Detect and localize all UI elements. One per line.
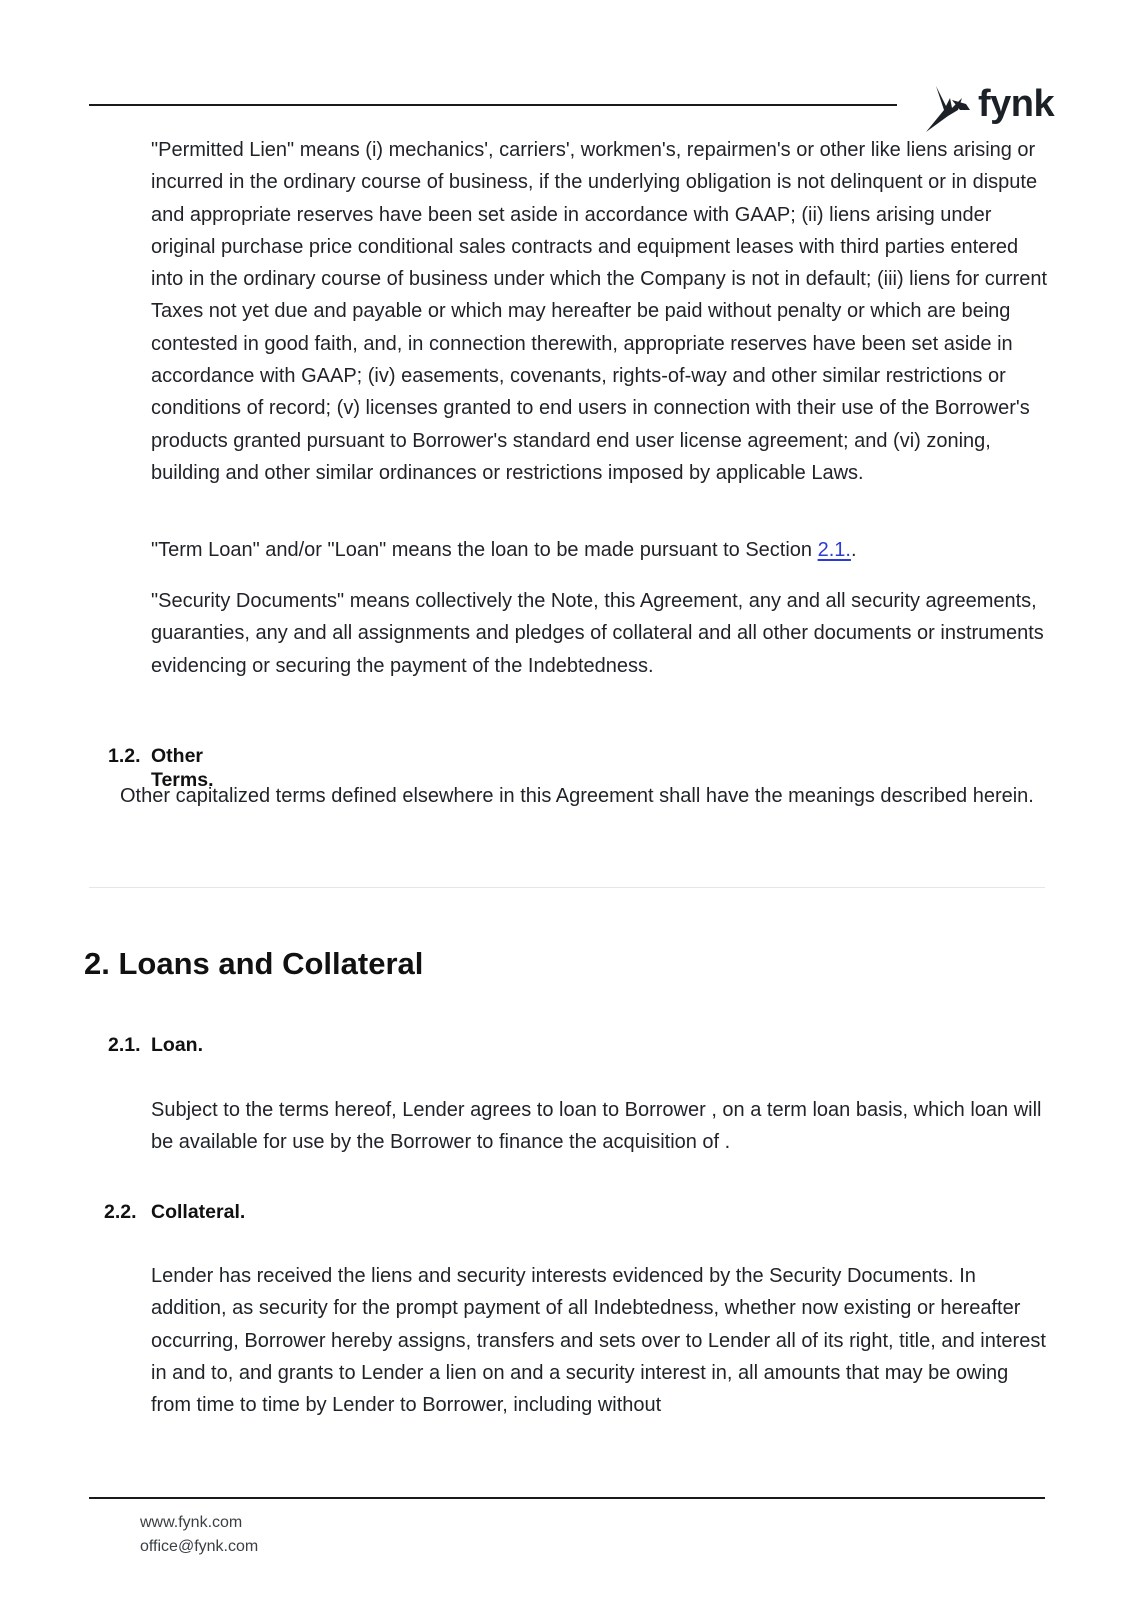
section-2-2-body: Lender has received the liens and security interests evidenced by the Security Documents. In addition, as security for the prompt payment of all Indebtedness, whether now existing or hereafter occurring, Borrower hereby assigns, transfers and sets over to Lender all of its right, title, and interest in and to, and grants to Lender a lien on and a security interest in, all amounts that may be owing from time to time by Lender to Borrower, including without — [151, 1265, 1046, 1417]
section-2-2-number: 2.2. — [104, 1201, 137, 1223]
footer-website[interactable]: www.fynk.com — [140, 1514, 243, 1531]
section-divider — [89, 887, 1045, 888]
definition-term-loan-suffix: . — [850, 539, 857, 561]
footer-email[interactable]: office@fynk.com — [140, 1538, 259, 1555]
section-2-title: 2. Loans and Collateral — [84, 946, 424, 981]
definition-permitted-lien: "Permitted Lien" means (i) mechanics', carriers', workmen's, repairmen's or other like liens arising or incurred in the ordinary course of business, if the underlying obligation is not delinquent or in dispute and appropriate reserves have been set aside in accordance with GAAP; (ii) liens arising under original purchase price conditional sales contracts and equipment leases with third parties entered into in the ordinary course of business under which the Company is not in default; (iii) liens for current Taxes not yet due and payable or which may hereafter be paid without penalty or which are being contested in good faith, and, in connection therewith, appropriate reserves have been set aside in accordance with GAAP; (iv) easements, covenants, rights-of-way and other similar restrictions or conditions of record; (v) licenses granted to end users in connection with their use of the Borrower's products granted pursuant to Borrower's standard end user license agreement; and (vi) zoning, building and other similar ordinances or restrictions imposed by applicable Laws. — [151, 139, 1048, 484]
section-2-2-heading — [104, 1200, 246, 1224]
logo-text: fynk — [978, 83, 1055, 125]
section-1-2-number: 1.2. — [108, 745, 141, 767]
section-2-1-body: Subject to the terms hereof, Lender agrees to loan to Borrower , on a term loan basis, which loan will be available for use by the Borrower to finance the acquisition of . — [151, 1099, 1042, 1154]
fynk-logo — [922, 80, 1055, 134]
definition-term-loan-text: "Term Loan" and/or "Loan" means the loan to be made pursuant to Section — [151, 539, 818, 561]
section-2-2-title: Collateral. — [151, 1201, 246, 1223]
section-2-1-link[interactable]: 2.1. — [817, 539, 851, 561]
section-1-2-body: Other capitalized terms defined elsewhere in this Agreement shall have the meanings described herein. — [120, 785, 1034, 807]
section-2-1-heading — [108, 1033, 203, 1057]
footer-rule — [89, 1497, 1045, 1499]
section-1-2-title: Other Terms. — [151, 745, 214, 791]
definition-term-loan — [151, 534, 1051, 566]
bird-logo-icon — [922, 80, 978, 134]
section-2-1-title: Loan. — [151, 1034, 203, 1056]
section-2-1-number: 2.1. — [108, 1034, 141, 1056]
section-1-2-heading — [108, 744, 214, 791]
definition-security-documents: "Security Documents" means collectively the Note, this Agreement, any and all security agreements, guaranties, any and all assignments and pledges of collateral and all other documents or instruments evidencing or securing the payment of the Indebtedness. — [151, 590, 1044, 677]
header-rule — [89, 104, 897, 106]
